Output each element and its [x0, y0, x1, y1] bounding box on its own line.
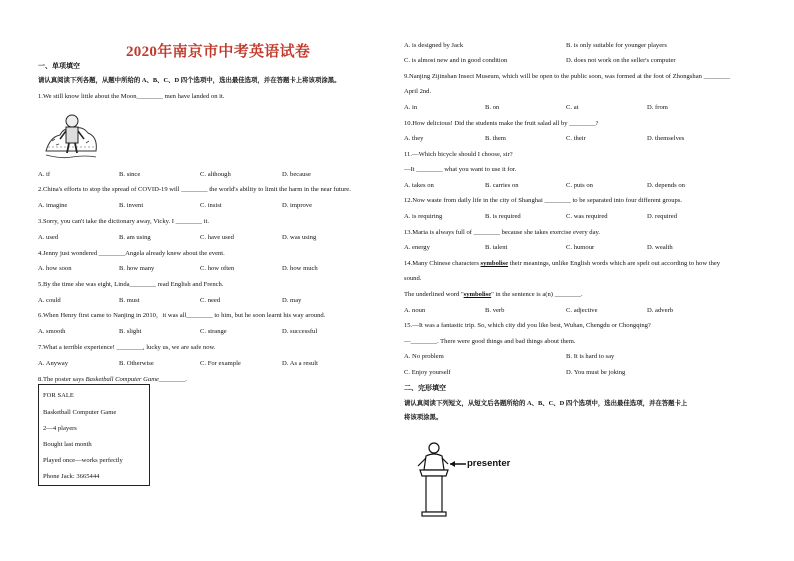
option: A. how soon — [38, 265, 72, 272]
option: C. strange — [200, 328, 227, 335]
option: D. successful — [282, 328, 318, 335]
poster-line: 2—4 players — [43, 425, 77, 432]
page-title: 2020年南京市中考英语试卷 — [126, 44, 311, 60]
q14-q-prefix: The underlined word " — [404, 291, 464, 298]
question-stem-cont: —It ________ what you want to use it for. — [404, 166, 517, 173]
question-stem: 3.Sorry, you can't take the dictionary away, Vicky. I ________ it. — [38, 218, 209, 225]
option: A. used — [38, 234, 59, 241]
q8-stem-suffix: ________. — [158, 376, 187, 383]
option: D. required — [647, 213, 678, 220]
presenter-figure — [410, 436, 520, 520]
option: A. imagine — [38, 202, 68, 209]
question-stem — [404, 260, 720, 268]
option: A. energy — [404, 244, 430, 251]
underlined-word: symbolise — [463, 291, 492, 298]
option: B. must — [119, 297, 140, 304]
option: A. in — [404, 104, 418, 111]
question-stem-cont: sound. — [404, 275, 422, 282]
option: A. could — [38, 297, 61, 304]
astronaut-image — [42, 107, 100, 163]
option: C. their — [566, 135, 586, 142]
poster-line: Played once—works perfectly — [43, 457, 123, 464]
option: D. You must be joking — [566, 369, 626, 376]
option: D. from — [647, 104, 668, 111]
option: D. does not work on the seller's computer — [566, 57, 676, 64]
option: A. if — [38, 171, 51, 178]
option: D. As a result — [282, 360, 318, 367]
question-stem: 12.Now waste from daily life in the city of Shanghai ________ to be separated into four different groups. — [404, 197, 683, 204]
question-prompt — [404, 291, 583, 299]
option: D. depends on — [647, 182, 685, 189]
poster-line: FOR SALE — [43, 392, 74, 399]
section2-heading: 二、完形填空 — [404, 384, 446, 392]
option: C. need — [200, 297, 221, 304]
option: C. humour — [566, 244, 595, 251]
option: D. was using — [282, 234, 317, 241]
question-stem: 2.China's efforts to stop the spread of COVID-19 will ________ the world's ability to limit the harm in the near future. — [38, 186, 351, 193]
option: C. was required — [566, 213, 608, 220]
option: B. on — [485, 104, 500, 111]
section1-heading: 一、单项填空 — [38, 62, 80, 70]
option: D. wealth — [647, 244, 673, 251]
option: A. is requiring — [404, 213, 443, 220]
question-stem-cont: —________. There were good things and bad things about them. — [404, 338, 576, 345]
section2-instruction-cont: 将该项涂黑。 — [404, 414, 443, 421]
q8-stem-prefix: 8.The poster says — [38, 376, 86, 383]
option: B. It is hard to say — [566, 353, 615, 360]
option: D. improve — [282, 202, 313, 209]
option: B. is required — [485, 213, 521, 220]
question-stem: 10.How delicious! Did the students make the fruit salad all by ________? — [404, 120, 599, 127]
option: B. slight — [119, 328, 142, 335]
option: A. is designed by Jack — [404, 42, 464, 49]
option: B. carries on — [485, 182, 519, 189]
option: C. For example — [200, 360, 241, 367]
option: C. although — [200, 171, 231, 178]
option: B. am using — [119, 234, 151, 241]
option: C. adjective — [566, 307, 598, 314]
section2-instruction: 请认真阅读下列短文，从短文后各题所给的 A、B、C、D 四个选项中，选出最佳选项，并在答题卡上 — [404, 400, 688, 407]
option: D. themselves — [647, 135, 685, 142]
option: C. how often — [200, 265, 235, 272]
option: A. they — [404, 135, 424, 142]
option: D. adverb — [647, 307, 673, 314]
section1-instruction: 请认真阅读下列各题，从题中所给的 A、B、C、D 四个选项中，选出最佳选项，并在答题卡上将该项涂黑。 — [38, 77, 341, 84]
option: B. since — [119, 171, 141, 178]
q8-stem-italic: Basketball Computer Game — [85, 376, 159, 383]
option: C. have used — [200, 234, 234, 241]
option: A. Anyway — [38, 360, 69, 367]
poster-line: Bought last month — [43, 441, 92, 448]
option: C. Enjoy yourself — [404, 369, 451, 376]
option: B. them — [485, 135, 506, 142]
option: A. smooth — [38, 328, 66, 335]
question-stem: 1.We still know little about the Moon________ men have landed on it. — [38, 93, 225, 100]
question-stem: 7.What a terrible experience! ________, lucky us, we are safe now. — [38, 344, 216, 351]
option: A. takes on — [404, 182, 434, 189]
question-stem: 15.—It was a fantastic trip. So, which city did you like best, Wuhan, Chengdu or Chongqing? — [404, 322, 651, 329]
option: B. talent — [485, 244, 508, 251]
option: D. how much — [282, 265, 318, 272]
option: D. may — [282, 297, 302, 304]
question-stem: 6.When Henry first came to Nanjing in 2010，it was all________ to him, but he soon learnt his way around. — [38, 312, 326, 319]
option: B. invent — [119, 202, 144, 209]
option: C. puts on — [566, 182, 593, 189]
option: C. is almost new and in good condition — [404, 57, 508, 64]
question-stem: 5.By the time she was eight, Linda________ read English and French. — [38, 281, 224, 288]
q14-suffix: their meanings, unlike English words which are spelt out according to how they — [508, 260, 721, 267]
question-stem: 13.Maria is always full of ________ because she takes exercise every day. — [404, 229, 601, 236]
underlined-word: symbolise — [480, 260, 509, 267]
presenter-label: presenter — [467, 458, 511, 469]
poster-box — [38, 384, 150, 486]
question-stem-cont: April 2nd. — [404, 88, 432, 95]
option: A. noun — [404, 307, 426, 314]
option: C. at — [566, 104, 579, 111]
option: B. how many — [119, 265, 155, 272]
poster-line: Basketball Computer Game — [43, 409, 117, 416]
option: D. because — [282, 171, 311, 178]
option: B. verb — [485, 307, 505, 314]
q14-prefix: 14.Many Chinese characters — [404, 260, 481, 267]
option: C. insist — [200, 202, 222, 209]
option: B. is only suitable for younger players — [566, 42, 667, 49]
question-stem: 11.—Which bicycle should I choose, sir? — [404, 151, 513, 158]
q14-q-suffix: " in the sentence is a(n) ________. — [491, 291, 583, 298]
option: A. No problem — [404, 353, 444, 360]
poster-line: Phone Jack: 3665444 — [43, 473, 100, 480]
question-stem: 4.Jenny just wondered ________Angela already knew about the event. — [38, 250, 225, 257]
option: B. Otherwise — [119, 360, 154, 367]
question-stem: 9.Nanjing Zijinshan Insect Museum, which will be open to the public soon, was formed at the foot of Zhongshan ________ — [404, 73, 730, 80]
question-stem — [38, 376, 187, 384]
